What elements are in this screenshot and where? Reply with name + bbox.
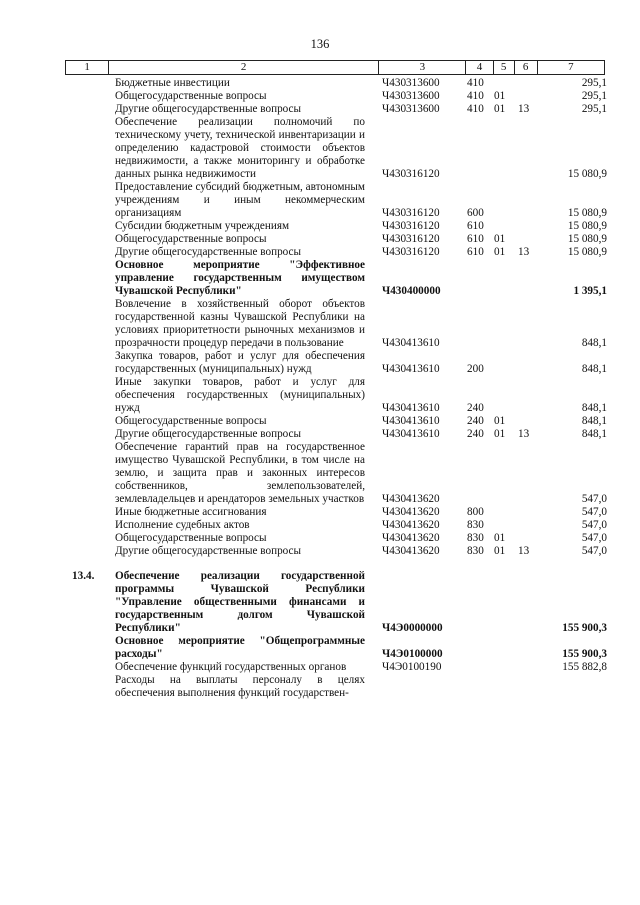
- row-expense-type: 410: [467, 90, 484, 102]
- row-code: Ч430313600: [382, 77, 440, 89]
- row-code: Ч430413610: [382, 337, 440, 349]
- row-code: Ч4Э0000000: [382, 622, 443, 634]
- row-expense-type: 240: [467, 402, 484, 414]
- row-section: 01: [494, 428, 506, 440]
- row-code: Ч430413620: [382, 493, 440, 505]
- row-sum: 15 080,9: [567, 220, 607, 232]
- row-code: Ч4Э0100000: [382, 648, 443, 660]
- row-name: Закупка товаров, работ и услуг для обеспечения государственных (муниципальных) нужд: [115, 350, 365, 375]
- row-expense-type: 830: [467, 519, 484, 531]
- row-name: Другие общегосударственные вопросы: [115, 103, 302, 115]
- row-values: [0, 661, 640, 674]
- header-col-7: 7: [537, 61, 604, 75]
- row-sum: 547,0: [581, 519, 607, 531]
- row-values: [0, 220, 640, 233]
- row-name: Общегосударственные вопросы: [115, 415, 267, 427]
- row-sum: 15 080,9: [567, 246, 607, 258]
- row-sum: 295,1: [581, 103, 607, 115]
- row-name: Иные закупки товаров, работ и услуг для обеспечения государственных (муниципальных) нужд: [115, 376, 365, 414]
- row-values: [0, 207, 640, 220]
- row-sum: 848,1: [581, 428, 607, 440]
- row-values: [0, 532, 640, 545]
- row-sum: 155 900,3: [562, 622, 607, 634]
- row-values: [0, 687, 640, 700]
- row-name: Предоставление субсидий бюджетным, автономным учреждениям и иным некоммерческим организациям: [115, 181, 365, 219]
- row-expense-type: 610: [467, 246, 484, 258]
- row-sum: 547,0: [581, 545, 607, 557]
- header-col-2: 2: [109, 61, 379, 75]
- row-sum: 848,1: [581, 363, 607, 375]
- row-values: [0, 168, 640, 181]
- header-col-5: 5: [493, 61, 514, 75]
- header-col-6: 6: [514, 61, 537, 75]
- table-row: [0, 298, 640, 350]
- row-code: Ч430400000: [382, 285, 441, 297]
- row-section: 01: [494, 415, 506, 427]
- header-col-3: 3: [379, 61, 466, 75]
- row-expense-type: 610: [467, 233, 484, 245]
- row-values: [0, 506, 640, 519]
- row-expense-type: 240: [467, 428, 484, 440]
- row-section: 01: [494, 545, 506, 557]
- row-expense-type: 240: [467, 415, 484, 427]
- header-col-4: 4: [466, 61, 493, 75]
- row-values: [0, 285, 640, 298]
- table-row: [0, 220, 640, 233]
- row-code: Ч430413620: [382, 532, 440, 544]
- row-name: Основное мероприятие "Эффективное управление государственным имуществом Чувашской Республики": [115, 259, 365, 297]
- row-expense-type: 410: [467, 77, 484, 89]
- table-row: [0, 376, 640, 415]
- row-values: [0, 103, 640, 116]
- row-sum: 547,0: [581, 506, 607, 518]
- row-name: Субсидии бюджетным учреждениям: [115, 220, 290, 232]
- header-col-1: 1: [66, 61, 109, 75]
- row-sum: 15 080,9: [567, 233, 607, 245]
- row-code: Ч430313600: [382, 103, 440, 115]
- row-name: Другие общегосударственные вопросы: [115, 428, 302, 440]
- row-name: Иные бюджетные ассигнования: [115, 506, 267, 518]
- row-sum: 848,1: [581, 402, 607, 414]
- table-row: [0, 259, 640, 298]
- row-code: Ч430316120: [382, 246, 440, 258]
- row-expense-type: 800: [467, 506, 484, 518]
- row-values: [0, 648, 640, 661]
- row-name: Общегосударственные вопросы: [115, 532, 267, 544]
- row-values: [0, 402, 640, 415]
- table-row: [0, 90, 640, 103]
- row-name: Обеспечение реализации государственной программы Чувашской Республики "Управление общественными финансами и государственным долгом Чувашской Республики": [115, 570, 365, 634]
- table-row: [0, 441, 640, 506]
- row-name: Обеспечение гарантий прав на государственное имущество Чувашской Республики, в том числе на землю, и защита прав и законных интересов собственников, землепользователей, землевладельцев и арендаторов земельных участков: [115, 441, 365, 505]
- table-row: [0, 506, 640, 519]
- row-sum: 15 080,9: [567, 168, 607, 180]
- row-name: Вовлечение в хозяйственный оборот объектов государственной казны Чувашской Республики на условиях приоритетности рыночных механизмов и прозрачности процедур передачи в пользование: [115, 298, 365, 349]
- table-row: [0, 545, 640, 558]
- table-row: [0, 103, 640, 116]
- row-sum: 295,1: [581, 90, 607, 102]
- row-sum: 547,0: [581, 493, 607, 505]
- row-sum: 547,0: [581, 532, 607, 544]
- table-row: [0, 674, 640, 700]
- row-name: Основное мероприятие "Общепрограммные расходы": [115, 635, 365, 660]
- table-row: [0, 350, 640, 376]
- row-values: [0, 77, 640, 90]
- table-row: [0, 428, 640, 441]
- table-row: [0, 233, 640, 246]
- row-expense-type: 830: [467, 545, 484, 557]
- row-values: [0, 337, 640, 350]
- row-code: Ч430413610: [382, 363, 440, 375]
- row-name: Общегосударственные вопросы: [115, 233, 267, 245]
- row-name: Другие общегосударственные вопросы: [115, 246, 302, 258]
- row-values: [0, 233, 640, 246]
- row-sum: 155 882,8: [562, 661, 607, 673]
- row-expense-type: 200: [467, 363, 484, 375]
- row-code: Ч4Э0100190: [382, 661, 442, 673]
- row-values: [0, 90, 640, 103]
- row-code: Ч430413620: [382, 506, 440, 518]
- row-section: 01: [494, 103, 506, 115]
- row-values: [0, 363, 640, 376]
- row-subsection: 13: [518, 428, 530, 440]
- table-row: [0, 519, 640, 532]
- row-values: [0, 622, 640, 635]
- table-row: [0, 116, 640, 181]
- row-values: [0, 519, 640, 532]
- row-section: 01: [494, 532, 506, 544]
- row-section: 01: [494, 246, 506, 258]
- row-sum: 295,1: [581, 77, 607, 89]
- row-code: Ч430313600: [382, 90, 440, 102]
- table-body: [0, 77, 640, 700]
- row-code: Ч430316120: [382, 233, 440, 245]
- row-name: Исполнение судебных актов: [115, 519, 250, 531]
- table-row: [0, 181, 640, 220]
- table-row: [0, 246, 640, 259]
- page-number: 136: [310, 37, 330, 51]
- row-name: Расходы на выплаты персоналу в целях обеспечения выполнения функций государствен-: [115, 674, 365, 699]
- table-row: [0, 570, 640, 635]
- row-section: 01: [494, 233, 506, 245]
- row-values: [0, 493, 640, 506]
- row-code: Ч430316120: [382, 207, 440, 219]
- table-header: [65, 60, 605, 75]
- row-sum: 1 395,1: [573, 285, 607, 297]
- row-values: [0, 545, 640, 558]
- row-number: 13.4.: [72, 570, 95, 582]
- table-row: [0, 661, 640, 674]
- row-name: Общегосударственные вопросы: [115, 90, 267, 102]
- row-code: Ч430413620: [382, 519, 440, 531]
- table-row: [0, 532, 640, 545]
- row-sum: 155 900,3: [562, 648, 607, 660]
- row-values: [0, 246, 640, 259]
- row-sum: 15 080,9: [567, 207, 607, 219]
- row-name: Обеспечение реализации полномочий по техническому учету, технической инвентаризации и определению кадастровой стоимости объектов недвижимости, а также мониторингу и обработке данных рынка недвижимости: [115, 116, 365, 180]
- row-code: Ч430316120: [382, 168, 440, 180]
- row-subsection: 13: [518, 246, 530, 258]
- row-name: Бюджетные инвестиции: [115, 77, 230, 89]
- row-section: 01: [494, 90, 506, 102]
- row-expense-type: 830: [467, 532, 484, 544]
- row-sum: 848,1: [581, 415, 607, 427]
- row-expense-type: 600: [467, 207, 484, 219]
- row-values: [0, 428, 640, 441]
- row-name: Обеспечение функций государственных органов: [115, 661, 347, 673]
- row-subsection: 13: [518, 545, 530, 557]
- row-expense-type: 410: [467, 103, 484, 115]
- row-code: Ч430413620: [382, 545, 440, 557]
- row-code: Ч430413610: [382, 402, 440, 414]
- table-row: [0, 77, 640, 90]
- row-expense-type: 610: [467, 220, 484, 232]
- row-code: Ч430413610: [382, 415, 440, 427]
- table-row: [0, 635, 640, 661]
- row-code: Ч430413610: [382, 428, 440, 440]
- row-sum: 848,1: [581, 337, 607, 349]
- table-row: [0, 415, 640, 428]
- row-values: [0, 415, 640, 428]
- row-subsection: 13: [518, 103, 530, 115]
- row-name: Другие общегосударственные вопросы: [115, 545, 302, 557]
- row-code: Ч430316120: [382, 220, 440, 232]
